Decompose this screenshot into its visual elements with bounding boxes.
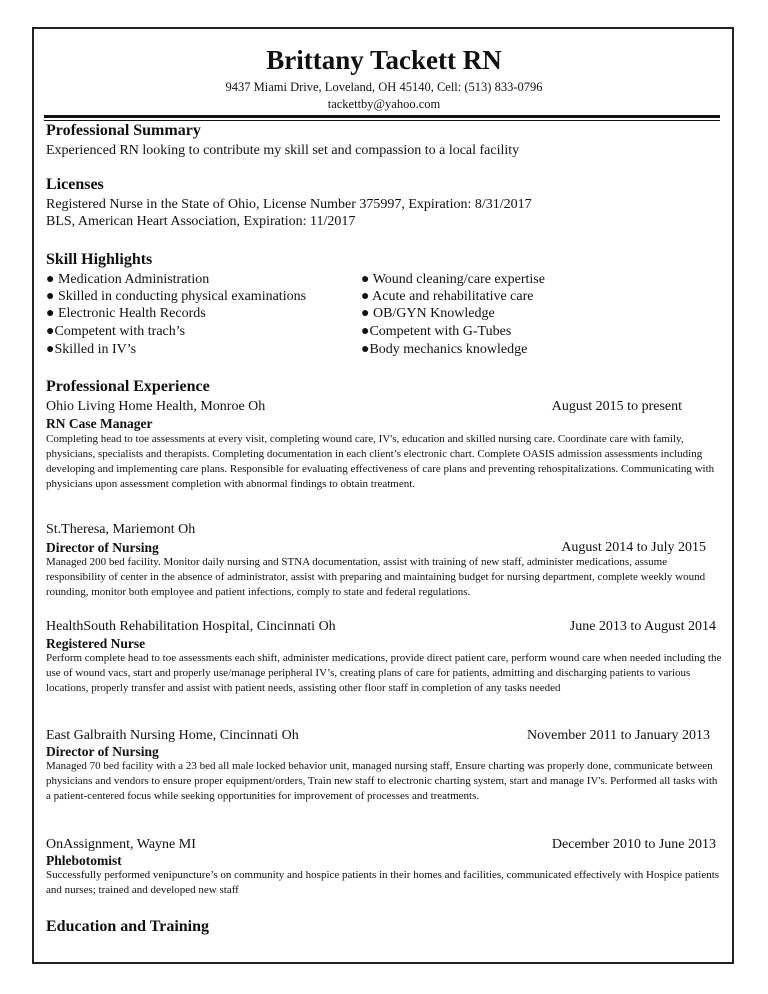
job-description: Perform complete head to toe assessments each shift, administer medications, provide direct patient care, perform wound care when needed including the use of wound vacs, start and properly use/manage peripheral IV’s, creating plans of care for patients, admitting and discharging patients to various locations, properly transfer and assist with patient needs, assisting other floor staff in completion of any tasks needed — [46, 652, 722, 694]
job-description: Successfully performed venipuncture’s on community and hospice patients in their homes and facilities, communicated effectively with Hospice patients and nurses; trained and developed new staff — [46, 869, 720, 896]
job-dates: December 2010 to June 2013 — [551, 837, 716, 852]
summary-heading: Professional Summary — [46, 122, 201, 139]
skill-item: ●Competent with G-Tubes — [361, 324, 512, 339]
job-description: Completing head to toe assessments at every visit, completing wound care, IV's, education and skilled nursing care. Coordinate care with family, physicians, specialists and therapists. Completing documentation in each client’s electronic chart. Complete OASIS admission assessments including developing and implementing care plans. Responsible for evaluating effectiveness of care plans and preventing rehospitalizations. Communicating with physicians upon assessment completion with abnormal findings to obtain treatment. — [46, 433, 715, 490]
skill-item: ● Skilled in conducting physical examinations — [46, 289, 307, 304]
skill-item: ● Electronic Health Records — [46, 306, 206, 321]
skill-item: ● OB/GYN Knowledge — [361, 306, 495, 321]
job-dates: June 2013 to August 2014 — [569, 619, 716, 634]
job-dates: August 2015 to present — [551, 399, 682, 414]
page-border — [32, 27, 734, 964]
job-description: Managed 200 bed facility. Monitor daily nursing and STNA documentation, assist with training of new staff, administer medications, assume responsibility of center in the absence of administrator, assist with preparing and maintaining budget for nursing department, complete weekly wound rounding, monitor both employee and patient infections, comply to state and federal regulations. — [46, 556, 706, 598]
skill-item: ● Acute and rehabilitative care — [361, 289, 534, 304]
contact-email: tackettby@yahoo.com — [327, 97, 441, 111]
job-employer: OnAssignment, Wayne MI — [46, 837, 196, 852]
summary-text: Experienced RN looking to contribute my skill set and compassion to a local facility — [46, 143, 520, 158]
license-item: BLS, American Heart Association, Expiration: 11/2017 — [46, 214, 356, 229]
job-employer: Ohio Living Home Health, Monroe Oh — [46, 399, 266, 414]
job-dates: August 2014 to July 2015 — [561, 540, 706, 555]
job-description: Managed 70 bed facility with a 23 bed all male locked behavior unit, managed nursing staff, Ensure charting was properly done, communicate between physicians and vendors to ensure proper equipment/orders, Train new staff to electronic charting system, start and manage IV's. Performed all tasks with a patient-centered focus while seeking opportunities for improvement of processes and treatments. — [46, 760, 718, 802]
licenses-heading: Licenses — [46, 176, 104, 193]
skill-item: ● Wound cleaning/care expertise — [361, 272, 545, 287]
job-title: Registered Nurse — [46, 636, 146, 651]
skill-item: ●Competent with trach’s — [46, 324, 186, 339]
education-heading: Education and Training — [46, 918, 210, 935]
job-title: RN Case Manager — [46, 416, 153, 431]
job-dates: November 2011 to January 2013 — [527, 728, 710, 743]
license-item: Registered Nurse in the State of Ohio, License Number 375997, Expiration: 8/31/2017 — [46, 197, 532, 212]
job-employer: East Galbraith Nursing Home, Cincinnati Oh — [46, 728, 299, 743]
experience-heading: Professional Experience — [46, 378, 210, 395]
skills-heading: Skill Highlights — [46, 251, 153, 268]
contact-address: 9437 Miami Drive, Loveland, OH 45140, Cell: (513) 833-0796 — [225, 80, 543, 94]
job-employer: St.Theresa, Mariemont Oh — [46, 522, 196, 537]
candidate-name: Brittany Tackett RN — [266, 45, 502, 75]
job-title: Director of Nursing — [46, 744, 159, 759]
job-title: Director of Nursing — [46, 540, 159, 555]
skill-item: ●Skilled in IV’s — [46, 342, 137, 357]
job-employer: HealthSouth Rehabilitation Hospital, Cincinnati Oh — [46, 619, 336, 634]
skill-item: ● Medication Administration — [46, 272, 210, 287]
skill-item: ●Body mechanics knowledge — [361, 342, 528, 357]
job-title: Phlebotomist — [46, 853, 122, 868]
header-rule-thick — [44, 115, 720, 118]
